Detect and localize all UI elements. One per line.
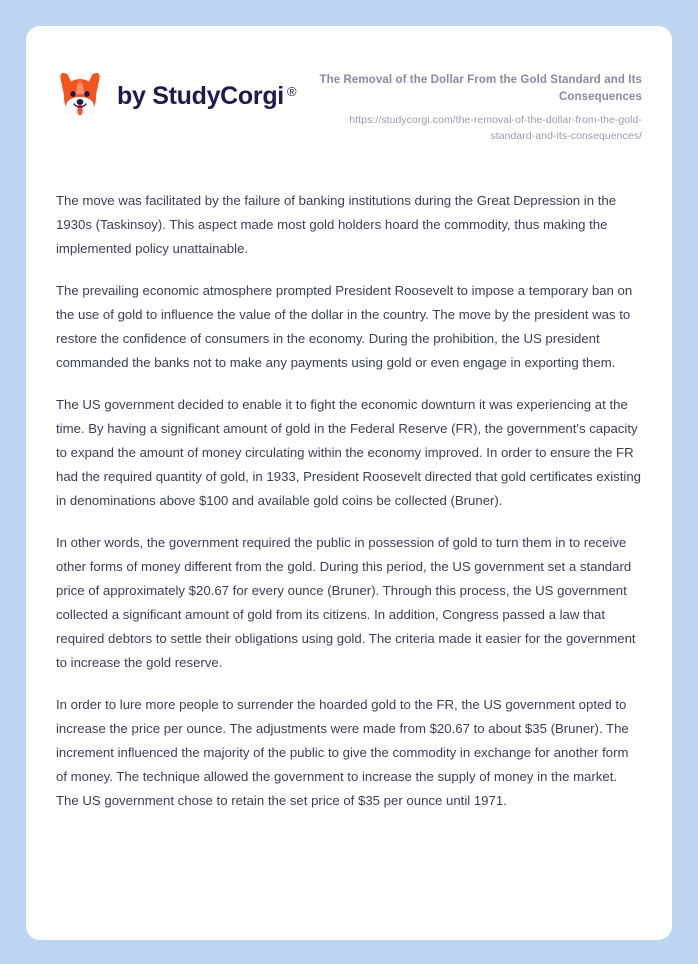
corgi-head-logo-icon xyxy=(56,70,104,122)
body-paragraph: In order to lure more people to surrender the hoarded gold to the FR, the US government opted to increase the price per ounce. The adjustments were made from $20.67 to about $35 (Bruner). The increment influenced the majority of the public to give the commodity in exchange for another form of money. The technique allowed the government to increase the supply of money in the market. The US government chose to retain the set price of $35 per ounce until 1971. xyxy=(56,696,629,808)
body-paragraph: The prevailing economic atmosphere prompted President Roosevelt to impose a temporary ban on the use of gold to influence the value of the dollar in the country. The move by the president was to restore the confidence of consumers in the economy. During the prohibition, the US president commanded the banks not to make any payments using gold or even engage in exporting them. xyxy=(56,282,633,370)
registered-trademark-icon: ® xyxy=(286,83,297,99)
document-body xyxy=(26,145,672,813)
header-meta xyxy=(310,62,642,145)
document-card xyxy=(26,26,672,940)
brand-wordmark xyxy=(117,81,297,110)
brand-lockup[interactable] xyxy=(56,62,296,122)
body-paragraph: The move was facilitated by the failure of banking institutions during the Great Depression in the 1930s (Taskinsoy). This aspect made most gold holders hoard the commodity, thus making the implemented policy unattainable. xyxy=(56,192,617,256)
source-url[interactable]: https://studycorgi.com/the-removal-of-the-dollar-from-the-gold-standard-and-its-consequences/ xyxy=(349,114,642,143)
brand-name-text: by StudyCorgi xyxy=(117,81,284,110)
document-header xyxy=(26,26,672,145)
body-paragraph: The US government decided to enable it to fight the economic downturn it was experiencing at the time. By having a significant amount of gold in the Federal Reserve (FR), the government's capacity to expand the amount of money circulating within the economy improved. In order to ensure the FR had the required quantity of gold, in 1933, President Roosevelt directed that gold certificates existing in denominations above $100 and available gold coins be collected (Bruner). xyxy=(56,396,642,508)
body-paragraph: In other words, the government required the public in possession of gold to turn them in to receive other forms of money different from the gold. During this period, the US government set a standard price of approximately $20.67 for every ounce (Bruner). Through this process, the US government collected a significant amount of gold from its citizens. In addition, Congress passed a law that required debtors to settle their obligations using gold. The criteria made it easier for the government to increase the gold reserve. xyxy=(56,534,636,670)
page-title: The Removal of the Dollar From the Gold Standard and Its Consequences xyxy=(319,74,642,103)
